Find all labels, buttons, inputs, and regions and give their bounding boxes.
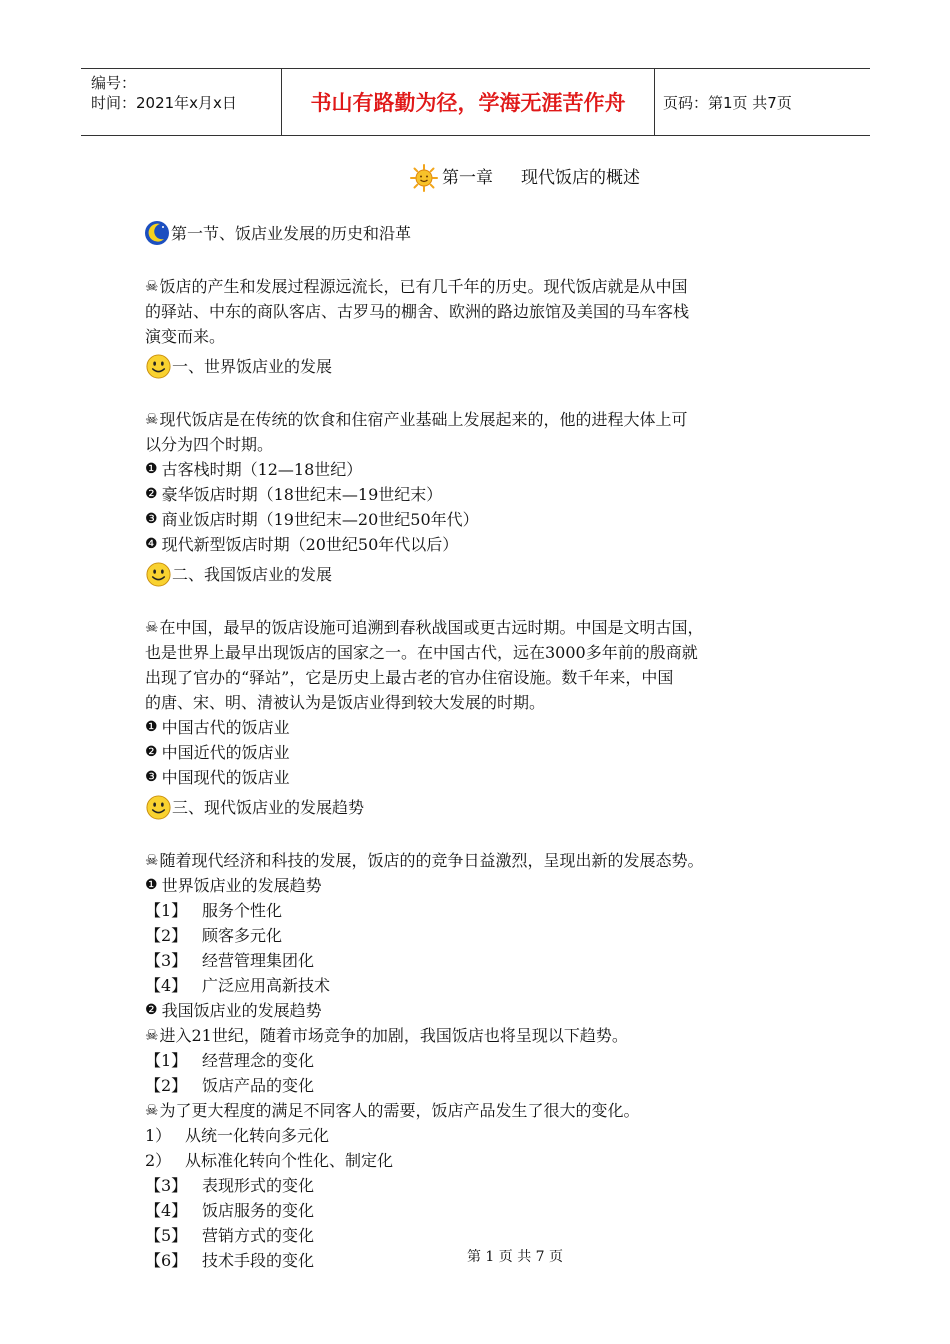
section-heading: 第一节、饭店业发展的历史和沿革 bbox=[171, 223, 412, 243]
part-heading bbox=[145, 790, 825, 824]
list-item-text: 技术手段的变化 bbox=[202, 1251, 315, 1270]
subsection-title bbox=[145, 873, 825, 898]
list-item-number: 【5】 bbox=[145, 1226, 188, 1245]
numbered-circle-icon: ❶ bbox=[145, 877, 158, 893]
list-item bbox=[145, 923, 825, 948]
list-item-number: 【1】 bbox=[145, 901, 188, 920]
list-item bbox=[145, 973, 825, 998]
bullet-skull-icon: ☠ bbox=[145, 618, 159, 636]
list-item bbox=[145, 1223, 825, 1248]
smiley-icon bbox=[145, 561, 172, 588]
paragraph-line: 在中国，最早的饭店设施可追溯到春秋战国或更古远时期。中国是文明古国， bbox=[159, 618, 704, 637]
list-item bbox=[145, 948, 825, 973]
list-item bbox=[145, 740, 825, 765]
paragraph-line: 进入21世纪，随着市场竞争的加剧，我国饭店也将呈现以下趋势。 bbox=[159, 1026, 628, 1045]
list-item bbox=[145, 898, 825, 923]
numbered-circle-icon: ❷ bbox=[145, 744, 158, 760]
list-item-number: 【3】 bbox=[145, 1176, 188, 1195]
list-item bbox=[145, 507, 825, 532]
paragraph-line: 随着现代经济和科技的发展，饭店的的竞争日益激烈，呈现出新的发展态势。 bbox=[159, 851, 704, 870]
numbered-circle-icon: ❸ bbox=[145, 769, 158, 785]
list-item-number: 【2】 bbox=[145, 1076, 188, 1095]
bullet-skull-icon: ☠ bbox=[145, 410, 159, 428]
list-item-text: 古客栈时期（12—18世纪） bbox=[161, 460, 363, 479]
list-item-text: 中国现代的饭店业 bbox=[161, 768, 290, 787]
subsection-paragraph bbox=[145, 1098, 825, 1123]
list-item-text: 中国古代的饭店业 bbox=[161, 718, 290, 737]
subsection-heading: 我国饭店业的发展趋势 bbox=[161, 1001, 322, 1020]
part-heading bbox=[145, 557, 825, 591]
numbered-circle-icon: ❶ bbox=[145, 719, 158, 735]
paragraph-line: 为了更大程度的满足不同客人的需要，饭店产品发生了很大的变化。 bbox=[159, 1101, 640, 1120]
list-item-text: 商业饭店时期（19世纪末—20世纪50年代） bbox=[161, 510, 479, 529]
bullet-skull-icon: ☠ bbox=[145, 1101, 159, 1119]
list-item-number: 【3】 bbox=[145, 951, 188, 970]
serial-number-label: 编号： bbox=[91, 74, 137, 92]
moon-icon bbox=[143, 219, 171, 247]
list-item-number: 1） bbox=[145, 1126, 172, 1145]
intro-paragraph bbox=[145, 274, 825, 349]
list-item-number: 【4】 bbox=[145, 1201, 188, 1220]
list-item-text: 经营管理集团化 bbox=[202, 951, 315, 970]
page-footer bbox=[0, 1246, 950, 1266]
list-item bbox=[145, 1073, 825, 1098]
header-page-label: 页码：第1页 共7页 bbox=[663, 93, 792, 112]
list-item bbox=[145, 532, 825, 557]
header-motto: 书山有路勤为径，学海无涯苦作舟 bbox=[282, 69, 655, 135]
list-item-text: 从标准化转向个性化、制定化 bbox=[185, 1151, 394, 1170]
list-item bbox=[145, 1148, 825, 1173]
part2-list bbox=[145, 715, 825, 790]
numbered-circle-icon: ❷ bbox=[145, 1002, 158, 1018]
section-title bbox=[145, 216, 825, 250]
subsection-paragraph bbox=[145, 1023, 825, 1048]
list-item-text: 从统一化转向多元化 bbox=[185, 1126, 330, 1145]
paragraph-line: 现代饭店是在传统的饮食和住宿产业基础上发展起来的，他的进程大体上可 bbox=[159, 410, 688, 429]
list-item-text: 服务个性化 bbox=[202, 901, 283, 920]
list-item bbox=[145, 765, 825, 790]
list-item-text: 广泛应用高新技术 bbox=[202, 976, 331, 995]
list-item bbox=[145, 1173, 825, 1198]
list-item bbox=[145, 715, 825, 740]
numbered-circle-icon: ❷ bbox=[145, 486, 158, 502]
list-item-number: 【6】 bbox=[145, 1251, 188, 1270]
list-item-text: 中国近代的饭店业 bbox=[161, 743, 290, 762]
numbered-circle-icon: ❶ bbox=[145, 461, 158, 477]
footer-page-number: 第 1 页 共 7 页 bbox=[466, 1249, 564, 1265]
list-item-number: 【2】 bbox=[145, 926, 188, 945]
paragraph-line: 以分为四个时期。 bbox=[145, 435, 274, 454]
list-item-text: 饭店产品的变化 bbox=[202, 1076, 315, 1095]
page-header bbox=[81, 68, 870, 136]
part-title: 二、我国饭店业的发展 bbox=[172, 564, 333, 584]
bullet-skull-icon: ☠ bbox=[145, 851, 159, 869]
bullet-skull-icon: ☠ bbox=[145, 1026, 159, 1044]
part1-list bbox=[145, 457, 825, 557]
bullet-skull-icon: ☠ bbox=[145, 277, 159, 295]
list-item-number: 【4】 bbox=[145, 976, 188, 995]
header-meta bbox=[81, 69, 282, 135]
list-item-text: 经营理念的变化 bbox=[202, 1051, 315, 1070]
part1-paragraph bbox=[145, 407, 825, 457]
list-item-text: 豪华饭店时期（18世纪末—19世纪末） bbox=[161, 485, 443, 504]
list-item-text: 顾客多元化 bbox=[202, 926, 283, 945]
list-item-text: 表现形式的变化 bbox=[202, 1176, 315, 1195]
chapter-title bbox=[225, 160, 825, 196]
paragraph-line: 的唐、宋、明、清被认为是饭店业得到较大发展的时期。 bbox=[145, 693, 546, 712]
paragraph-line: 也是世界上最早出现饭店的国家之一。在中国古代，远在3000多年前的殷商就 bbox=[145, 643, 698, 662]
list-item bbox=[145, 482, 825, 507]
list-item bbox=[145, 457, 825, 482]
numbered-circle-icon: ❸ bbox=[145, 511, 158, 527]
list-item-number: 【1】 bbox=[145, 1051, 188, 1070]
list-item bbox=[145, 1198, 825, 1223]
subsection-title bbox=[145, 998, 825, 1023]
subsection-heading: 世界饭店业的发展趋势 bbox=[161, 876, 322, 895]
part-title: 一、世界饭店业的发展 bbox=[172, 356, 333, 376]
sun-icon bbox=[410, 164, 438, 192]
part-title: 三、现代饭店业的发展趋势 bbox=[172, 797, 365, 817]
part3-paragraph bbox=[145, 848, 825, 873]
paragraph-line: 的驿站、中东的商队客店、古罗马的棚舍、欧洲的路边旅馆及美国的马车客栈 bbox=[145, 302, 690, 321]
part2-paragraph bbox=[145, 615, 825, 715]
paragraph-line: 出现了官办的“驿站”，它是历史上最古老的官办住宿设施。数千年来，中国 bbox=[145, 668, 674, 687]
date-label: 时间：2021年x月x日 bbox=[91, 94, 237, 112]
smiley-icon bbox=[145, 353, 172, 380]
paragraph-line: 演变而来。 bbox=[145, 327, 226, 346]
list-item-text: 饭店服务的变化 bbox=[202, 1201, 315, 1220]
list-item bbox=[145, 1048, 825, 1073]
list-item-text: 现代新型饭店时期（20世纪50年代以后） bbox=[161, 535, 459, 554]
list-item-text: 营销方式的变化 bbox=[202, 1226, 315, 1245]
part-heading bbox=[145, 349, 825, 383]
list-item bbox=[145, 1123, 825, 1148]
document-body bbox=[145, 160, 825, 1273]
numbered-circle-icon: ❹ bbox=[145, 536, 158, 552]
chapter-heading: 现代饭店的概述 bbox=[521, 168, 640, 188]
smiley-icon bbox=[145, 794, 172, 821]
paragraph-line: 饭店的产生和发展过程源远流长，已有几千年的历史。现代饭店就是从中国 bbox=[159, 277, 688, 296]
list-item-number: 2） bbox=[145, 1151, 172, 1170]
chapter-number: 第一章 bbox=[442, 168, 493, 188]
